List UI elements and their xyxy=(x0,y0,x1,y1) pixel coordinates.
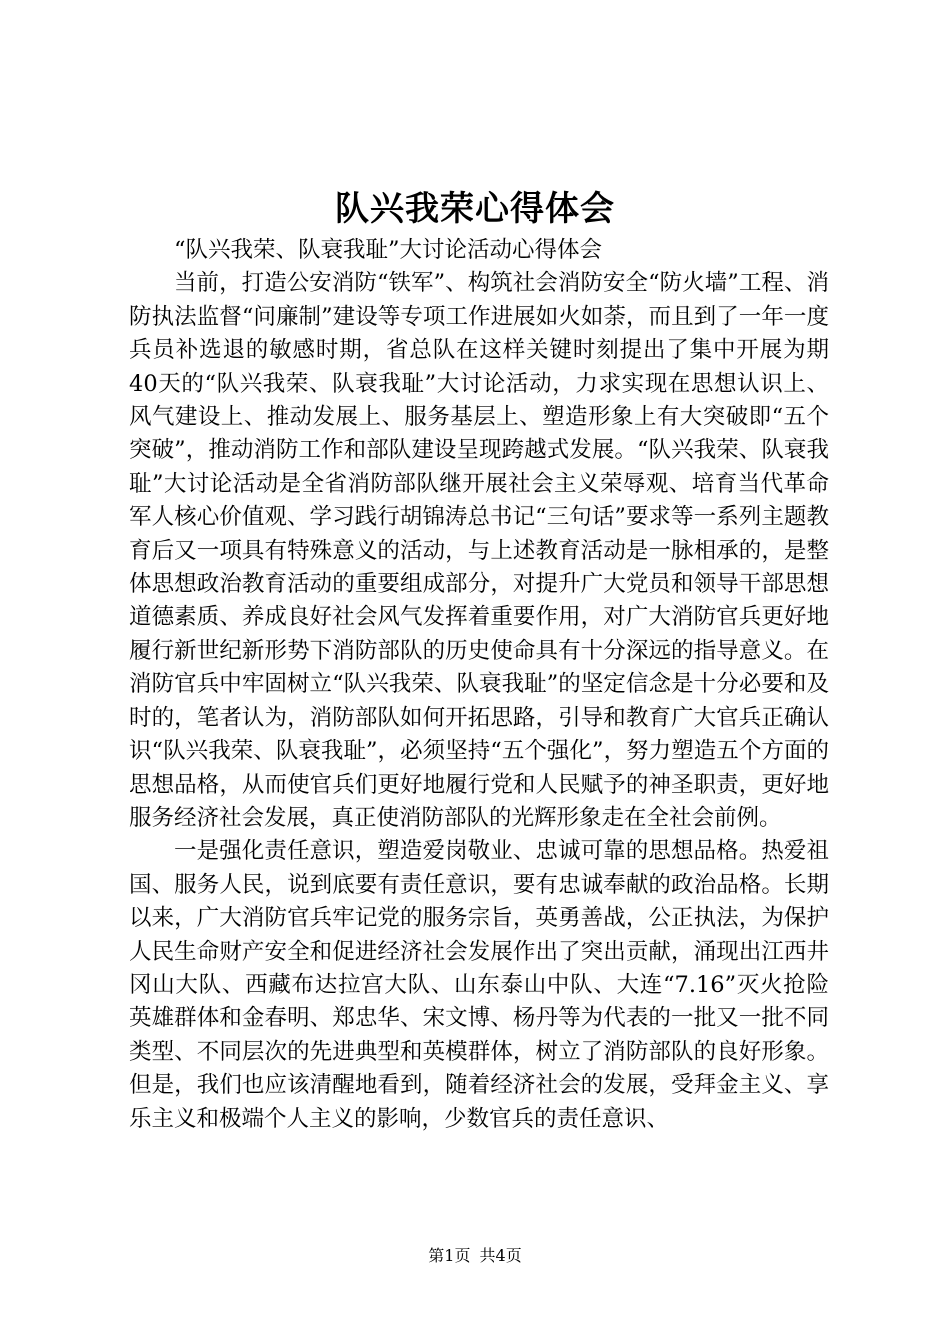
paragraph-2: 一是强化责任意识，塑造爱岗敬业、忠诚可靠的思想品格。热爱祖国、服务人民，说到底要有责任意识，要有忠诚奉献的政治品格。长期以来，广大消防官兵牢记党的服务宗旨，英勇善战，公正执法，为保护人民生命财产安全和促进经济社会发展作出了突出贡献，涌现出江西井冈山大队、西藏布达拉宫大队、山东泰山中队、大连“7.16”灭火抢险英雄群体和金春明、郑忠华、宋文博、杨丹等为代表的一批又一批不同类型、不同层次的先进典型和英模群体，树立了消防部队的良好形象。但是，我们也应该清醒地看到，随着经济社会的发展，受拜金主义、享乐主义和极端个人主义的影响，少数官兵的责任意识、 xyxy=(129,838,829,1132)
page-number: 第1页 xyxy=(428,1246,471,1265)
page-footer xyxy=(0,1244,950,1268)
document-title: 队兴我荣心得体会 xyxy=(335,189,615,229)
paragraph-1: 当前，打造公安消防“铁军”、构筑社会消防安全“防火墙”工程、消防执法监督“问廉制”建设等专项工作进展如火如荼，而且到了一年一度兵员补选退的敏感时期，省总队在这样关键时刻提出了集中开展为期40天的“队兴我荣、队衰我耻”大讨论活动，力求实现在思想认识上、风气建设上、推动发展上、服务基层上、塑造形象上有大突破即“五个突破”，推动消防工作和部队建设呈现跨越式发展。“队兴我荣、队衰我耻”大讨论活动是全省消防部队继开展社会主义荣辱观、培育当代革命军人核心价值观、学习践行胡锦涛总书记“三句话”要求等一系列主题教育后又一项具有特殊意义的活动，与上述教育活动是一脉相承的，是整体思想政治教育活动的重要组成部分，对提升广大党员和领导干部思想道德素质、养成良好社会风气发挥着重要作用，对广大消防官兵更好地履行新世纪新形势下消防部队的历史使命具有十分深远的指导意义。在消防官兵中牢固树立“队兴我荣、队衰我耻”的坚定信念是十分必要和及时的，笔者认为，消防部队如何开拓思路，引导和教育广大官兵正确认识“队兴我荣、队衰我耻”，必须坚持“五个强化”，努力塑造五个方面的思想品格，从而使官兵们更好地履行党和人民赋予的神圣职责，更好地服务经济社会发展，真正使消防部队的光辉形象走在全社会前例。 xyxy=(129,270,829,831)
page-total: 共4页 xyxy=(479,1246,522,1265)
document-body xyxy=(129,234,829,1136)
document-subtitle: “队兴我荣、队衰我耻”大讨论活动心得体会 xyxy=(174,237,603,263)
